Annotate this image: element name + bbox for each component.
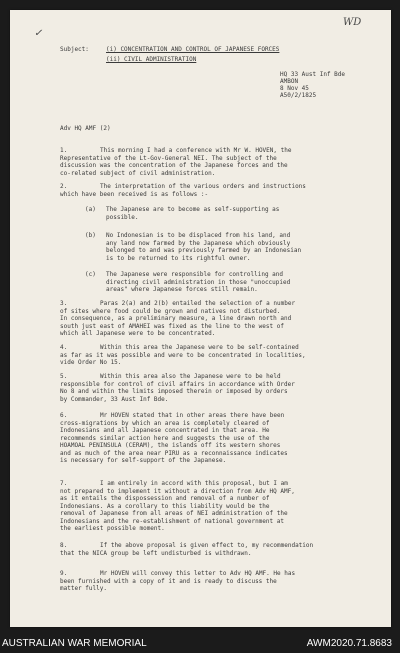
para-num-5: 5. [60, 373, 68, 380]
para-num-7: 7. [60, 480, 68, 487]
reference-file-number: A50/2/1825 [280, 92, 317, 99]
para-text-3: Paras 2(a) and 2(b) entailed the selection of a number of sites where food could be grown and natives not disturbed. In consequence, as a preliminary measure, a line drawn north and south just east of AMAHEI was fixed as the line to the west of which all Japanese were to be concentrated. [60, 300, 296, 337]
footer-accession-number: AWM2020.71.8683 [306, 638, 392, 649]
para-num-9: 9. [60, 570, 68, 577]
reference-date: 8 Nov 45 [280, 85, 309, 92]
para-text-2: The interpretation of the various orders and instructions which have been received is as follows :- [60, 183, 306, 198]
handwritten-tick: ✓ [34, 28, 43, 39]
para-num-4: 4. [60, 344, 68, 351]
archive-footer [0, 635, 400, 653]
reference-location: AMBON [280, 78, 299, 85]
para-num-8: 8. [60, 542, 68, 549]
para-text-2c: The Japanese were responsible for controlling and directing civil administration in those "unoccupied areas" where Japanese forces still remain. [106, 271, 291, 293]
reference-unit: HQ 33 Aust Inf Bde [280, 71, 346, 78]
subject-item-1: (i) CONCENTRATION AND CONTROL OF JAPANESE FORCES [106, 46, 280, 53]
footer-institution: AUSTRALIAN WAR MEMORIAL [2, 638, 147, 649]
para-text-2b: No Indonesian is to be displaced from his land, and any land now farmed by the Japanese which obviously belonged to and was previously farmed by an Indonesian is to be returned to its rightful owner. [106, 232, 302, 262]
para-text-1: This morning I had a conference with Mr W. HOVEN, the Representative of the Lt-Gov-General NEI. The subject of the discussion was the concentration of the Japanese forces and the co-related subject of civil administration. [60, 147, 292, 177]
subject-item-2: (ii) CIVIL ADMINISTRATION [106, 56, 197, 63]
para-num-2c: (c) [85, 271, 96, 278]
para-num-2: 2. [60, 183, 68, 190]
para-text-2a: The Japanese are to become as self-supporting as possible. [106, 206, 280, 221]
handwritten-initials: WD [343, 17, 362, 28]
para-text-6: Mr HOVEN stated that in other areas there have been cross-migrations by which an area is completely cleared of Indonesians and all Japanese concentrated in that area. He recommends similar action here and suggests the use of the HOAMOAL PENINSULA (CERAM), the islands off its western shores and as much of the area near PIRU as a reconnaissance indicates is necessary for self-support of the Japanese. [60, 412, 288, 464]
para-num-3: 3. [60, 300, 68, 307]
para-text-7: I am entirely in accord with this proposal, but I am not prepared to implement it without a direction from Adv HQ AMF, as it entails the dispossession and removal of a number of Indonesians. As a corollary to this liability would be the removal of Japanese from all areas of NEI administration of the Indonesians and the re-establishment of national government at the earliest possible moment. [60, 480, 295, 532]
para-text-8: If the above proposal is given effect to, my recommendation that the NICA group be left undisturbed is withdrawn. [60, 542, 314, 557]
addressee: Adv HQ AMF (2) [60, 125, 111, 132]
para-num-2a: (a) [85, 206, 96, 213]
document-page [10, 10, 391, 627]
subject-label: Subject: [60, 46, 89, 53]
para-num-6: 6. [60, 412, 68, 419]
para-num-2b: (b) [85, 232, 96, 239]
para-num-1: 1. [60, 147, 68, 154]
para-text-5: Within this area also the Japanese were to be held responsible for control of civil affairs in accordance with Order No 8 and within the limits imposed therein or imposed by orders by Commander, 33 Aust Inf Bde. [60, 373, 295, 403]
para-text-4: Within this area the Japanese were to be self-contained as far as it was possible and were to be concentrated in localities, vide Order No 15. [60, 344, 306, 366]
para-text-9: Mr HOVEN will convey this letter to Adv HQ AMF. He has been furnished with a copy of it and is ready to discuss the matter fully. [60, 570, 296, 592]
